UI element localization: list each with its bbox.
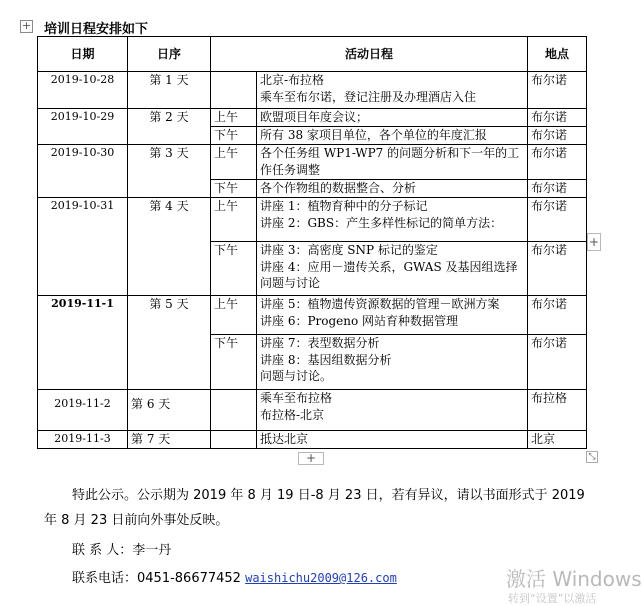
period-cell: 下午 <box>211 242 257 296</box>
date-cell: 2019-11-3 <box>38 431 128 449</box>
location-cell: 布尔诺 <box>528 145 587 180</box>
notice-paragraph: 特此公示。公示期为 2019 年 8 月 19 日-8 月 23 日，若有异议，请以书面形式于 2019 年 8 月 23 日前向外事处反映。 <box>44 488 585 528</box>
table-header-row <box>38 37 587 72</box>
period-cell: 下午 <box>211 335 257 390</box>
location-cell: 布尔诺 <box>528 72 587 109</box>
add-column-button[interactable]: + <box>588 235 600 249</box>
period-cell <box>211 431 257 449</box>
period-cell: 下午 <box>211 180 257 198</box>
activity-cell: 讲座 5：植物遗传资源数据的管理－欧洲方案 讲座 6：Progeno 网站育种数据管理 <box>257 296 528 335</box>
table-row <box>38 72 587 109</box>
activity-cell: 欧盟项目年度会议； <box>257 109 528 127</box>
date-cell: 2019-11-1 <box>38 296 128 390</box>
period-cell: 上午 <box>211 109 257 127</box>
activity-cell: 讲座 7：表型数据分析 讲座 8：基因组数据分析 问题与讨论。 <box>257 335 528 390</box>
table-row <box>38 390 587 431</box>
date-cell: 2019-10-30 <box>38 145 128 198</box>
table-row <box>38 109 587 127</box>
phone-text: 联系电话：0451-86677452 <box>72 571 241 586</box>
day-cell: 第 3 天 <box>128 145 211 198</box>
date-cell: 2019-10-31 <box>38 198 128 296</box>
location-cell: 布尔诺 <box>528 180 587 198</box>
period-cell: 上午 <box>211 145 257 180</box>
table-resize-handle[interactable]: ⤡ <box>586 451 598 463</box>
activity-cell: 讲座 1：植物育种中的分子标记 讲座 2：GBS：产生多样性标记的简单方法： <box>257 198 528 242</box>
header-activity: 活动日程 <box>211 37 528 72</box>
table-row <box>38 145 587 180</box>
date-cell: 2019-10-28 <box>38 72 128 109</box>
location-cell: 布尔诺 <box>528 127 587 145</box>
header-day: 日序 <box>128 37 211 72</box>
location-cell: 布尔诺 <box>528 296 587 335</box>
location-cell: 布尔诺 <box>528 335 587 390</box>
day-cell: 第 5 天 <box>128 296 211 390</box>
period-cell <box>211 390 257 431</box>
day-cell: 第 7 天 <box>128 431 211 449</box>
header-date: 日期 <box>38 37 128 72</box>
table-row <box>38 431 587 449</box>
location-cell: 布尔诺 <box>528 109 587 127</box>
period-cell <box>211 72 257 109</box>
activity-cell: 讲座 3：高密度 SNP 标记的鉴定 讲座 4：应用－遗传关系，GWAS 及基因组选择 问题与讨论 <box>257 242 528 296</box>
activity-cell: 所有 38 家项目单位，各个单位的年度汇报 <box>257 127 528 145</box>
table-row <box>38 198 587 242</box>
period-cell: 上午 <box>211 296 257 335</box>
activity-cell: 北京-布拉格 乘车至布尔诺，登记注册及办理酒店入住 <box>257 72 528 109</box>
location-cell: 布拉格 <box>528 390 587 431</box>
date-cell: 2019-11-2 <box>38 390 128 431</box>
contact-person: 联 系 人：李一丹 <box>72 543 172 558</box>
day-cell: 第 6 天 <box>128 390 211 431</box>
activity-cell: 抵达北京 <box>257 431 528 449</box>
location-cell: 北京 <box>528 431 587 449</box>
period-cell: 下午 <box>211 127 257 145</box>
day-cell: 第 1 天 <box>128 72 211 109</box>
schedule-table <box>37 36 587 449</box>
activation-watermark: 激活 Windows <box>506 567 642 591</box>
activity-cell: 各个任务组 WP1-WP7 的问题分析和下一年的工 作任务调整 <box>257 145 528 180</box>
activation-watermark-sub: 转到“设置”以激活 <box>508 592 597 605</box>
period-cell: 上午 <box>211 198 257 242</box>
page-title: 培训日程安排如下 <box>44 22 149 37</box>
location-cell: 布尔诺 <box>528 198 587 242</box>
location-cell: 布尔诺 <box>528 242 587 296</box>
table-move-handle[interactable]: + <box>21 19 32 32</box>
activity-cell: 乘车至布拉格 布拉格-北京 <box>257 390 528 431</box>
add-row-button[interactable]: + <box>298 452 324 465</box>
table-row <box>38 296 587 335</box>
day-cell: 第 2 天 <box>128 109 211 145</box>
email-link[interactable]: waishichu2009@126.com <box>245 571 397 585</box>
day-cell: 第 4 天 <box>128 198 211 296</box>
activity-cell: 各个作物组的数据整合、分析 <box>257 180 528 198</box>
date-cell: 2019-10-29 <box>38 109 128 145</box>
header-location: 地点 <box>528 37 587 72</box>
